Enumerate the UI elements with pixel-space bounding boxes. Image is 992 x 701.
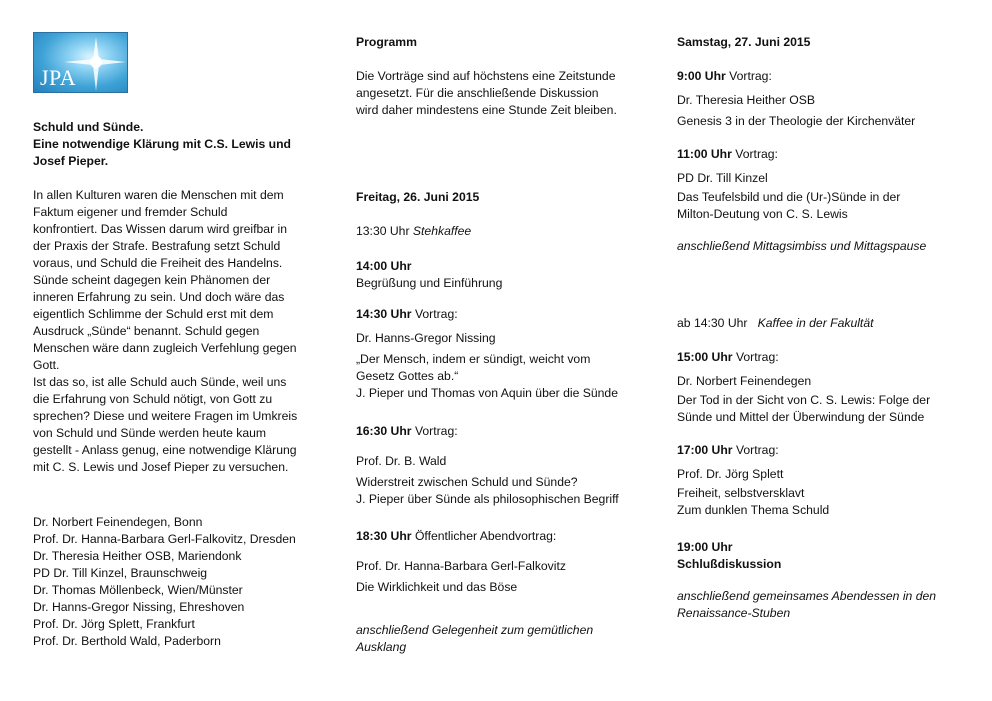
session-kind: Öffentlicher Abendvortrag:: [414, 529, 557, 543]
session-title-line: „Der Mensch, indem er sündigt, weicht vom: [356, 352, 591, 366]
speaker-item: Dr. Hanns-Gregor Nissing, Ehreshoven: [33, 600, 245, 614]
session-kinzel: [677, 146, 977, 223]
session-title: Begrüßung und Einführung: [356, 276, 503, 290]
event-description: [33, 187, 333, 476]
friday-closing: [356, 622, 656, 656]
jpa-logo: [33, 32, 128, 93]
session-time: 9:00 Uhr: [677, 69, 726, 83]
title-line: Schuld und Sünde.: [33, 120, 144, 134]
session-kind: Vortrag:: [414, 307, 458, 321]
session-time: 15:00 Uhr: [677, 350, 733, 364]
desc-line: Faktum eigener und fremder Schuld: [33, 205, 228, 219]
speaker-item: Dr. Thomas Möllenbeck, Wien/Münster: [33, 583, 243, 597]
session-title-line: Sünde und Mittel der Überwindung der Sünde: [677, 410, 925, 424]
desc-line: sprechen? Diese und weitere Fragen im Umkreis: [33, 409, 298, 423]
title-line: Josef Pieper.: [33, 154, 109, 168]
session-time: 11:00 Uhr: [677, 147, 732, 161]
session-nissing: [356, 306, 656, 402]
session-title: Die Wirklichkeit und das Böse: [356, 580, 518, 594]
session-kind: Vortrag:: [414, 424, 458, 438]
lunch-note: anschließend Mittagsimbiss und Mittagspause: [677, 239, 927, 253]
friday-heading: Freitag, 26. Juni 2015: [356, 190, 480, 204]
saturday-closing: [677, 588, 977, 622]
session-wald: [356, 423, 656, 508]
speaker-item: Prof. Dr. Jörg Splett, Frankfurt: [33, 617, 195, 631]
session-time: 16:30 Uhr: [356, 424, 412, 438]
session-title-line: Der Tod in der Sicht von C. S. Lewis: Folge der: [677, 393, 931, 407]
session-splett: [677, 442, 977, 519]
closing-line: anschließend gemeinsames Abendessen in den: [677, 589, 937, 603]
session-kind: Vortrag:: [735, 350, 779, 364]
session-speaker: Prof. Dr. B. Wald: [356, 454, 447, 468]
session-title-line: Freiheit, selbstversklavt: [677, 486, 805, 500]
session-title: Genesis 3 in der Theologie der Kirchenväter: [677, 114, 916, 128]
desc-line: mit C. S. Lewis und Josef Pieper zu versuchen.: [33, 460, 289, 474]
desc-line: der Praxis der Strafe. Bestrafung setzt Schuld: [33, 239, 281, 253]
logo-text: JPA: [40, 65, 77, 90]
session-time: 19:00 Uhr: [677, 540, 733, 554]
session-title-line: Milton-Deutung von C. S. Lewis: [677, 207, 848, 221]
session-title-line: J. Pieper über Sünde als philosophischen Begriff: [356, 492, 619, 506]
session-speaker: Prof. Dr. Hanna-Barbara Gerl-Falkovitz: [356, 559, 566, 573]
session-speaker: Dr. Norbert Feinendegen: [677, 374, 812, 388]
session-speaker: Dr. Hanns-Gregor Nissing: [356, 331, 496, 345]
closing-line: Ausklang: [356, 640, 407, 654]
closing-line: Renaissance-Stuben: [677, 606, 791, 620]
session-kind: Vortrag:: [735, 147, 778, 161]
session-feinendegen: [677, 349, 977, 426]
session-title-line: Widerstreit zwischen Schuld und Sünde?: [356, 475, 578, 489]
session-title-line: Das Teufelsbild und die (Ur-)Sünde in der: [677, 190, 901, 204]
speaker-item: Prof. Dr. Berthold Wald, Paderborn: [33, 634, 221, 648]
desc-line: gestellt - Anlass genug, eine notwendige Klärung: [33, 443, 297, 457]
desc-line: In allen Kulturen waren die Menschen mit dem: [33, 188, 284, 202]
saturday-heading: Samstag, 27. Juni 2015: [677, 35, 811, 49]
session-final-discussion: [677, 539, 977, 573]
speaker-item: Dr. Theresia Heither OSB, Mariendonk: [33, 549, 242, 563]
desc-line: die Erfahrung von Schuld nötigt, von Gott zu: [33, 392, 273, 406]
speaker-item: PD Dr. Till Kinzel, Braunschweig: [33, 566, 208, 580]
session-time: 14:30 Uhr: [356, 307, 412, 321]
coffee-time: 13:30 Uhr: [356, 224, 410, 238]
session-title-line: Gesetz Gottes ab.“: [356, 369, 459, 383]
program-intro: [356, 68, 656, 119]
coffee-label: Stehkaffee: [412, 224, 472, 238]
program-heading: Programm: [356, 35, 417, 49]
session-title-line: J. Pieper und Thomas von Aquin über die Sünde: [356, 386, 618, 400]
session-kind: Vortrag:: [729, 69, 772, 83]
intro-line: angesetzt. Für die anschließende Diskussion: [356, 86, 599, 100]
session-time: 18:30 Uhr: [356, 529, 412, 543]
speaker-item: Dr. Norbert Feinendegen, Bonn: [33, 515, 203, 529]
session-speaker: PD Dr. Till Kinzel: [677, 171, 768, 185]
desc-line: Menschen wäre dann zugleich Verfehlung gegen: [33, 341, 297, 355]
closing-line: anschließend Gelegenheit zum gemütlichen: [356, 623, 594, 637]
saturday-coffee: [677, 315, 977, 332]
desc-line: Sünde scheint dagegen kein Phänomen der: [33, 273, 271, 287]
desc-line: Ist das so, ist alle Schuld auch Sünde, weil uns: [33, 375, 287, 389]
coffee-time: ab 14:30 Uhr: [677, 316, 748, 330]
desc-line: inneren Erfahrung zu sein. Und doch wäre das: [33, 290, 285, 304]
intro-line: wird daher mindestens eine Stunde Zeit bleiben.: [356, 103, 617, 117]
event-title: [33, 119, 333, 170]
desc-line: Ausdruck „Sünde“ benannt. Schuld gegen: [33, 324, 260, 338]
desc-line: eigentlich Schlimme der Schuld erst mit dem: [33, 307, 274, 321]
session-speaker: Dr. Theresia Heither OSB: [677, 93, 815, 107]
desc-line: von Schuld und Sünde werden heute kaum: [33, 426, 267, 440]
speaker-list: [33, 514, 333, 650]
session-title: Schlußdiskussion: [677, 557, 782, 571]
friday-coffee: [356, 223, 656, 240]
session-heither: [677, 68, 977, 130]
session-time: 17:00 Uhr: [677, 443, 733, 457]
session-speaker: Prof. Dr. Jörg Splett: [677, 467, 784, 481]
intro-line: Die Vorträge sind auf höchstens eine Zeitstunde: [356, 69, 616, 83]
session-time: 14:00 Uhr: [356, 259, 412, 273]
session-title-line: Zum dunklen Thema Schuld: [677, 503, 830, 517]
desc-line: Gott.: [33, 358, 60, 372]
session-kind: Vortrag:: [735, 443, 779, 457]
desc-line: voraus, und Schuld die Freiheit des Handelns.: [33, 256, 283, 270]
desc-line: konfrontiert. Das Wissen darum wird greifbar in: [33, 222, 287, 236]
speaker-item: Prof. Dr. Hanna-Barbara Gerl-Falkovitz, Dresden: [33, 532, 296, 546]
session-welcome: [356, 258, 656, 292]
coffee-label: Kaffee in der Fakultät: [757, 316, 874, 330]
session-gerl-falkovitz: [356, 528, 656, 596]
title-line: Eine notwendige Klärung mit C.S. Lewis und: [33, 137, 291, 151]
